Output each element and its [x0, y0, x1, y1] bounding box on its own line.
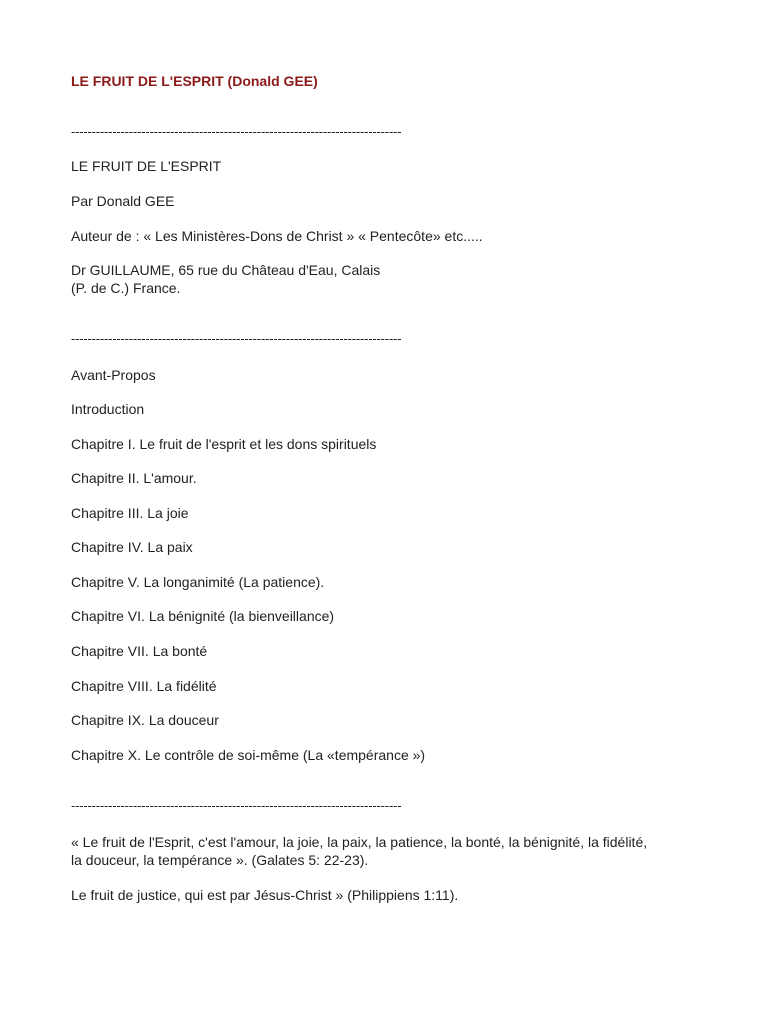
toc-item: Chapitre IX. La douceur: [71, 712, 219, 728]
separator-rule: --------------------------------------------------------------------------------: [71, 798, 402, 813]
separator-rule: --------------------------------------------------------------------------------: [71, 124, 402, 139]
quote-philippiens: Le fruit de justice, qui est par Jésus-Christ » (Philippiens 1:11).: [71, 887, 459, 903]
toc-item: Chapitre VIII. La fidélité: [71, 678, 217, 694]
toc-item: Chapitre IV. La paix: [71, 539, 193, 555]
toc-item: Chapitre I. Le fruit de l'esprit et les dons spirituels: [71, 436, 377, 452]
address-line-2: (P. de C.) France.: [71, 280, 181, 296]
toc-item: Chapitre VI. La bénignité (la bienveillance): [71, 608, 335, 624]
quote-galates-line-2: la douceur, la tempérance ». (Galates 5: 22-23).: [71, 852, 369, 868]
document-title: LE FRUIT DE L'ESPRIT (Donald GEE): [71, 73, 318, 89]
separator-rule: --------------------------------------------------------------------------------: [71, 331, 402, 346]
toc-item: Avant-Propos: [71, 367, 156, 383]
toc-item: Introduction: [71, 401, 145, 417]
toc-item: Chapitre II. L'amour.: [71, 470, 197, 486]
toc-item: Chapitre III. La joie: [71, 505, 189, 521]
toc-item: Chapitre VII. La bonté: [71, 643, 208, 659]
toc-item: Chapitre X. Le contrôle de soi-même (La «tempérance »): [71, 747, 426, 763]
book-heading: LE FRUIT DE L'ESPRIT: [71, 158, 222, 174]
toc-item: Chapitre V. La longanimité (La patience).: [71, 574, 325, 590]
book-author: Par Donald GEE: [71, 193, 175, 209]
address-line-1: Dr GUILLAUME, 65 rue du Château d'Eau, Calais: [71, 262, 381, 278]
author-works: Auteur de : « Les Ministères-Dons de Christ » « Pentecôte» etc.....: [71, 228, 483, 244]
quote-galates-line-1: « Le fruit de l'Esprit, c'est l'amour, la joie, la paix, la patience, la bonté, la bénignité, la fidélité,: [71, 834, 648, 850]
